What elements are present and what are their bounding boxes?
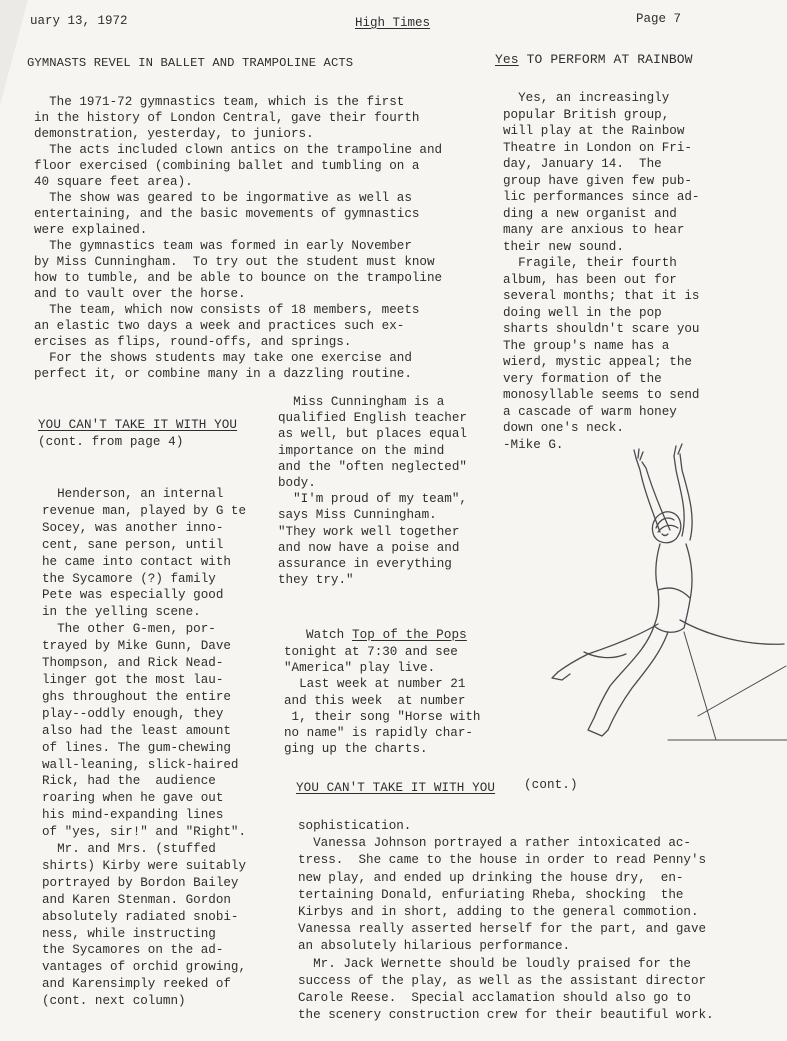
yes-line: Fragile, their fourth bbox=[503, 256, 677, 270]
gymnasts-cont-line: and the "often neglected" bbox=[278, 459, 467, 474]
gymnasts-line: in the history of London Central, gave their fourth bbox=[34, 111, 420, 125]
page-number: Page 7 bbox=[636, 12, 682, 26]
gymnasts-cont-line: "They work well together bbox=[278, 524, 460, 539]
play-line: Mr. and Mrs. (stuffed bbox=[42, 842, 216, 857]
gymnasts-line: The team, which now consists of 18 members, meets bbox=[34, 303, 420, 317]
yes-line: The group's name has a bbox=[503, 338, 670, 353]
gymnasts-line: The 1971-72 gymnastics team, which is the first bbox=[34, 95, 405, 109]
yes-line: very formation of the bbox=[503, 371, 662, 386]
play-line: the Sycamore (?) family bbox=[42, 571, 216, 586]
yes-line: their new sound. bbox=[503, 239, 624, 254]
play-cont-line: new play, and ended up drinking the house dry, en- bbox=[298, 870, 684, 885]
gymnasts-cont-line: "I'm proud of my team", bbox=[278, 492, 467, 507]
yes-headline bbox=[495, 52, 693, 68]
pops-line: tonight at 7:30 and see bbox=[284, 645, 458, 659]
gymnasts-line: demonstration, yesterday, to juniors. bbox=[34, 127, 314, 141]
play-line: ghs throughout the entire bbox=[42, 689, 231, 704]
yes-line: many are anxious to hear bbox=[503, 223, 685, 237]
yes-line: lic performances since ad- bbox=[503, 190, 700, 204]
yes-headline-band: Yes bbox=[495, 52, 519, 67]
play-line: (cont. next column) bbox=[42, 994, 186, 1009]
yes-line: Theatre in London on Fri- bbox=[503, 140, 692, 155]
play-line: and Karen Stenman. Gordon bbox=[42, 892, 231, 907]
gymnasts-line: entertaining, and the basic movements of gymnastics bbox=[34, 207, 420, 221]
yes-line: Yes, an increasingly bbox=[503, 91, 670, 105]
play-line: play--oddly enough, they bbox=[42, 706, 224, 721]
play-line: he came into contact with bbox=[42, 554, 231, 569]
yes-line: doing well in the pop bbox=[503, 305, 662, 320]
gymnasts-line: how to tumble, and be able to bounce on the trampoline bbox=[34, 271, 443, 285]
gymnasts-line: floor exercised (combining ballet and tumbling on a bbox=[34, 159, 420, 173]
play-cont-line: an absolutely hilarious performance. bbox=[298, 939, 571, 954]
gymnasts-line: an elastic two days a week and practices such ex- bbox=[34, 319, 405, 333]
yes-line: sharts shouldn't scare you bbox=[503, 322, 700, 336]
yes-line: day, January 14. The bbox=[503, 157, 662, 171]
play-body bbox=[42, 486, 246, 1010]
gymnasts-cont-line: they try." bbox=[278, 573, 354, 588]
gymnast-drawing bbox=[548, 440, 787, 750]
yes-line: will play at the Rainbow bbox=[503, 124, 685, 138]
play-line: shirts) Kirby were suitably bbox=[42, 858, 247, 873]
play-line: absolutely radiated snobi- bbox=[42, 909, 239, 924]
folded-corner bbox=[0, 0, 28, 105]
gymnasts-cont-line: says Miss Cunningham. bbox=[278, 508, 437, 523]
gymnasts-line: and to vault over the horse. bbox=[34, 287, 246, 301]
play-line: of lines. The gum-chewing bbox=[42, 740, 231, 755]
yes-line: group have given few pub- bbox=[503, 173, 692, 188]
pops-line: ging up the charts. bbox=[284, 742, 428, 757]
play-line: vantages of orchid growing, bbox=[42, 960, 247, 975]
gymnasts-cont-line: and now have a poise and bbox=[278, 540, 460, 555]
play-line: Thompson, and Rick Nead- bbox=[42, 656, 224, 671]
yes-line: wierd, mystic appeal; the bbox=[503, 355, 692, 369]
gymnasts-line: 40 square feet area). bbox=[34, 175, 193, 189]
yes-line: ding a new organist and bbox=[503, 206, 677, 221]
yes-line: popular British group, bbox=[503, 107, 670, 122]
play-cont-line: Mr. Jack Wernette should be loudly praised for the bbox=[298, 956, 691, 971]
play-line: and Karensimply reeked of bbox=[42, 977, 231, 992]
issue-date: uary 13, 1972 bbox=[30, 14, 128, 28]
gymnasts-continued bbox=[278, 394, 467, 588]
yes-line: monosyllable seems to send bbox=[503, 388, 700, 402]
gymnasts-cont-line: body. bbox=[278, 476, 316, 491]
play-cont-suffix: (cont.) bbox=[524, 778, 578, 792]
gymnasts-line: were explained. bbox=[34, 223, 148, 237]
play-line: portrayed by Bordon Bailey bbox=[42, 875, 239, 890]
yes-body bbox=[503, 90, 700, 453]
play-cont-line: sophistication. bbox=[298, 819, 412, 833]
gymnasts-cont-line: importance on the mind bbox=[278, 443, 445, 458]
play-line: cent, sane person, until bbox=[42, 537, 224, 552]
gymnasts-line: The gymnastics team was formed in early November bbox=[34, 239, 412, 253]
play-subtitle: (cont. from page 4) bbox=[38, 435, 184, 449]
play-line: wall-leaning, slick-haired bbox=[42, 757, 239, 772]
gymnasts-body bbox=[34, 94, 442, 382]
play-cont-headline: YOU CAN'T TAKE IT WITH YOU bbox=[296, 781, 496, 795]
gymnasts-line: by Miss Cunningham. To try out the student must know bbox=[34, 255, 435, 269]
yes-line: album, has been out for bbox=[503, 272, 677, 287]
pops-line: 1, their song "Horse with bbox=[284, 709, 481, 724]
play-line: also had the least amount bbox=[42, 723, 231, 738]
play-line: The other G-men, por- bbox=[42, 622, 216, 637]
play-cont-line: Vanessa really asserted herself for the part, and gave bbox=[298, 922, 707, 937]
pops-watch-word: Watch bbox=[306, 628, 352, 642]
pops-line: "America" play live. bbox=[284, 661, 436, 676]
gymnasts-cont-line: qualified English teacher bbox=[278, 411, 467, 426]
gymnasts-cont-line: assurance in everything bbox=[278, 557, 452, 572]
play-cont-line: Vanessa Johnson portrayed a rather intoxicated ac- bbox=[298, 836, 691, 851]
gymnasts-cont-line: Miss Cunningham is a bbox=[278, 395, 445, 409]
yes-line: -Mike G. bbox=[503, 437, 564, 452]
pops-line: Last week at number 21 bbox=[284, 677, 466, 692]
play-headline: YOU CAN'T TAKE IT WITH YOU bbox=[38, 418, 238, 432]
play-line: his mind-expanding lines bbox=[42, 808, 224, 823]
gymnasts-line: ercises as flips, round-offs, and springs. bbox=[34, 335, 352, 349]
yes-headline-rest: TO PERFORM AT RAINBOW bbox=[518, 52, 693, 67]
yes-line: several months; that it is bbox=[503, 289, 700, 303]
pops-line: and this week at number bbox=[284, 693, 466, 708]
gymnasts-line: perfect it, or combine many in a dazzling routine. bbox=[34, 367, 412, 381]
play-line: Pete was especially good bbox=[42, 588, 224, 603]
play-cont-line: the scenery construction crew for their beautiful work. bbox=[298, 1008, 714, 1023]
play-cont-line: Kirbys and in short, adding to the general commotion. bbox=[298, 905, 699, 920]
play-line: Socey, was another inno- bbox=[42, 520, 224, 535]
gymnasts-headline: GYMNASTS REVEL IN BALLET AND TRAMPOLINE ACTS bbox=[27, 56, 354, 70]
play-line: of "yes, sir!" and "Right". bbox=[42, 825, 247, 840]
yes-line: down one's neck. bbox=[503, 421, 624, 435]
play-line: revenue man, played by G te bbox=[42, 503, 247, 518]
pops-body bbox=[284, 644, 481, 757]
masthead: High Times bbox=[355, 16, 431, 30]
play-cont-body bbox=[298, 818, 714, 1024]
pops-show-name: Top of the Pops bbox=[351, 628, 467, 642]
play-line: linger got the most lau- bbox=[42, 672, 224, 687]
gymnasts-cont-line: as well, but places equal bbox=[278, 427, 467, 442]
gymnasts-line: For the shows students may take one exercise and bbox=[34, 351, 412, 365]
play-line: roaring when he gave out bbox=[42, 791, 224, 806]
gymnasts-line: The show was geared to be ingormative as well as bbox=[34, 191, 412, 205]
play-line: in the yelling scene. bbox=[42, 605, 201, 620]
play-cont-line: Carole Reese. Special acclamation should also go to bbox=[298, 991, 691, 1006]
pops-line: no name" is rapidly char- bbox=[284, 726, 473, 741]
play-cont-line: tertaining Donald, enfuriating Rheba, shocking the bbox=[298, 887, 684, 902]
yes-line: a cascade of warm honey bbox=[503, 404, 677, 419]
pops-heading bbox=[306, 628, 467, 644]
play-line: the Sycamores on the ad- bbox=[42, 943, 224, 958]
play-cont-line: tress. She came to the house in order to read Penny's bbox=[298, 853, 707, 868]
play-line: trayed by Mike Gunn, Dave bbox=[42, 639, 231, 654]
play-line: Henderson, an internal bbox=[42, 487, 224, 501]
gymnasts-line: The acts included clown antics on the trampoline and bbox=[34, 143, 443, 157]
play-line: Rick, had the audience bbox=[42, 774, 216, 789]
play-cont-line: success of the play, as well as the assistant director bbox=[298, 973, 707, 988]
play-line: ness, while instructing bbox=[42, 926, 216, 941]
